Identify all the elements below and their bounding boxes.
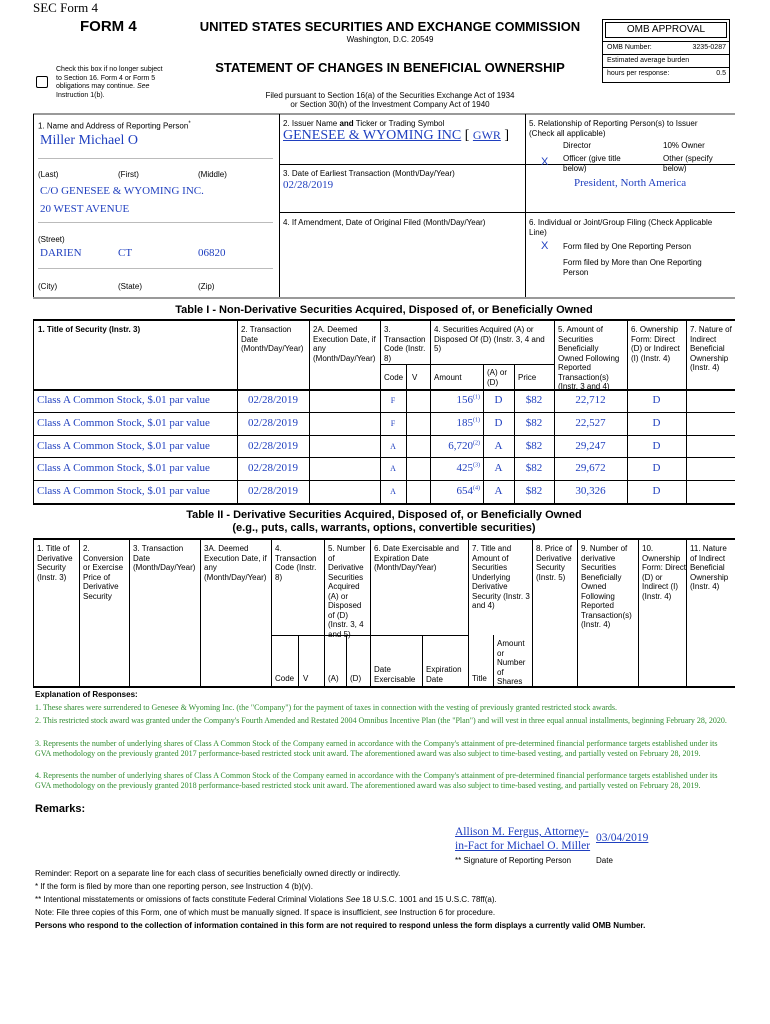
price: $82	[525, 485, 543, 497]
security-title[interactable]: Class A Common Stock, $.01 par value	[37, 485, 210, 497]
t2-h-date: 3. Transaction Date (Month/Day/Year)	[133, 544, 196, 572]
footer-misstatements: ** Intentional misstatements or omissions of facts constitute Federal Criminal Violations See 18 U.S.C. 1001 and 15 U.S.C. 78ff(a).	[35, 895, 497, 904]
one-person-check-mark[interactable]: X	[541, 240, 549, 252]
city-label: (City)	[38, 282, 58, 291]
omb-hours: 0.5	[716, 70, 726, 77]
remarks-label: Remarks:	[35, 803, 86, 815]
statement-title: STATEMENT OF CHANGES IN BENEFICIAL OWNERSHIP	[215, 60, 565, 75]
ownership-form: D	[652, 462, 661, 474]
zip-label: (Zip)	[198, 282, 215, 291]
t1-h-form: 6. Ownership Form: Direct (D) or Indirect (I) (Instr. 4)	[631, 325, 680, 363]
t2-sub-amount: Amount or Number of Shares	[497, 639, 526, 686]
t1-h-code: 3. Transaction Code (Instr. 8)	[384, 325, 426, 363]
t1-h-title: 1. Title of Security (Instr. 3)	[38, 325, 141, 334]
acquired-disposed: D	[494, 417, 503, 429]
transaction-code: A	[390, 464, 396, 473]
signature-label: ** Signature of Reporting Person	[455, 856, 572, 865]
signature[interactable]: Allison M. Fergus, Attorney- in-Fact for Michael O. Miller	[455, 826, 591, 852]
amount-owned: 22,712	[575, 394, 606, 406]
t2-sub-a: (A)	[328, 674, 339, 683]
footnote-ref[interactable]: (1)	[473, 394, 480, 401]
omb-title: OMB APPROVAL	[605, 22, 727, 38]
footnote-ref[interactable]: (3)	[473, 462, 480, 469]
issuer-name-ticker: GENESEE & WYOMING INC [ GWR ]	[283, 128, 510, 143]
footnote-2: 2. This restricted stock award was granted under the Company's Fourth Amended and Restated 2004 Omnibus Incentive Plan (the "Plan") and will vest in three equal annual installments, beginning February 28, 2020.	[35, 716, 727, 725]
t2-h-nature: 11. Nature of Indirect Beneficial Ownership (Instr. 4)	[690, 544, 729, 591]
transaction-amount: 6,720$^{(2)}$	[448, 440, 480, 452]
state-label: (State)	[118, 282, 143, 291]
footnote-4: 4. Represents the number of underlying shares of Class A Common Stock of the Company earned in accordance with the Company's attainment of pre-determined financial performance targets established under its GVA methodology on the previously granted 2018 performance-based restricted stock unit award. The aforementioned award was also subject to time-based vesting, and partially vested on February 28, 2019.	[35, 771, 718, 790]
table1-title: Table I - Non-Derivative Securities Acquired, Disposed of, or Beneficially Owned	[175, 304, 593, 316]
first-label: (First)	[118, 170, 139, 179]
sec-form-label: SEC Form 4	[33, 0, 99, 15]
t1-sub-aord: (A) or (D)	[487, 368, 507, 387]
ownership-form: D	[652, 440, 661, 452]
ownership-form: D	[652, 485, 661, 497]
security-title[interactable]: Class A Common Stock, $.01 par value	[37, 462, 210, 474]
officer-check-mark[interactable]: X	[541, 156, 549, 168]
t1-sub-amount: Amount	[434, 373, 462, 382]
address-line1: C/O GENESEE & WYOMING INC.	[40, 185, 204, 197]
t2-sub-v: V	[303, 674, 309, 683]
t2-h-underlying: 7. Title and Amount of Securities Underlying Derivative Security (Instr. 3 and 4)	[472, 544, 530, 610]
footer-reminder: Reminder: Report on a separate line for each class of securities beneficially owned directly or indirectly.	[35, 869, 401, 878]
price: $82	[525, 394, 543, 406]
ownership-form: D	[652, 417, 661, 429]
reporting-person-name[interactable]: Miller Michael O	[40, 133, 138, 148]
t2-h-conversion: 2. Conversion or Exercise Price of Derivative Security	[83, 544, 124, 601]
transaction-date: 02/28/2019	[247, 440, 299, 452]
state: CT	[118, 247, 133, 259]
footnote-ref[interactable]: (1)	[473, 417, 480, 424]
director-option[interactable]: Director	[563, 141, 592, 150]
t2-h-exercisable: 6. Date Exercisable and Expiration Date (Month/Day/Year)	[374, 544, 459, 572]
security-title[interactable]: Class A Common Stock, $.01 par value	[37, 394, 210, 406]
t1-sub-price: Price	[518, 373, 537, 382]
transaction-amount: 425$^{(3)}$	[456, 462, 480, 474]
transaction-amount: 185$^{(1)}$	[456, 417, 480, 429]
t1-h-deemed: 2A. Deemed Execution Date, if any (Month/Day/Year)	[313, 325, 376, 363]
omb-number: 3235-0287	[692, 44, 726, 51]
address-line2: 20 WEST AVENUE	[40, 203, 130, 215]
price: $82	[525, 440, 543, 452]
t1-h-securities: 4. Securities Acquired (A) or Disposed Of (D) (Instr. 3, 4 and 5)	[434, 325, 545, 353]
footnote-3: 3. Represents the number of underlying shares of Class A Common Stock of the Company earned in accordance with the Company's attainment of pre-determined financial performance targets established under its GVA methodology on the previously granted 2017 performance-based restricted stock unit award. The aforementioned award was also subject to time-based vesting, and partially vested on February 28, 2019.	[35, 739, 718, 758]
price: $82	[525, 462, 543, 474]
t2-sub-date-exercisable: Date Exercisable	[374, 665, 416, 684]
transaction-code: F	[390, 396, 396, 405]
footnote-ref[interactable]: (4)	[473, 485, 480, 492]
t2-sub-expiration: Expiration Date	[426, 665, 462, 684]
acquired-disposed: A	[494, 462, 503, 474]
middle-label: (Middle)	[198, 170, 227, 179]
earliest-transaction-date: 02/28/2019	[283, 179, 334, 191]
street-label: (Street)	[38, 235, 65, 244]
security-title[interactable]: Class A Common Stock, $.01 par value	[37, 417, 210, 429]
other-option[interactable]: Other (specify below)	[663, 154, 713, 173]
transaction-amount: 654$^{(4)}$	[456, 485, 480, 497]
footer-note: Note: File three copies of this Form, one of which must be manually signed. If space is insufficient, see Instruction 6 for procedure.	[35, 908, 496, 917]
date-label: Date	[596, 856, 613, 865]
footnote-ref[interactable]: (2)	[473, 440, 480, 447]
t1-sub-v: V	[412, 373, 418, 382]
explanation-label: Explanation of Responses:	[35, 690, 138, 699]
zip: 06820	[198, 247, 226, 259]
t2-h-code: 4. Transaction Code (Instr. 8)	[275, 544, 317, 582]
t2-h-owned: 9. Number of derivative Securities Beneficially Owned Following Reported Transaction(s) (Instr. 4)	[581, 544, 632, 629]
ticker-symbol[interactable]: GWR	[472, 128, 501, 142]
issuer-name[interactable]: GENESEE & WYOMING INC	[283, 128, 462, 143]
box1-label: 1. Name and Address of Reporting Person*	[38, 121, 191, 131]
omb-approval-box	[602, 19, 730, 83]
box6-label: 6. Individual or Joint/Group Filing (Check Applicable Line)	[529, 218, 713, 237]
amount-owned: 22,527	[575, 417, 606, 429]
t2-sub-title: Title	[472, 674, 487, 683]
t1-h-owned: 5. Amount of Securities Beneficially Owned Following Reported Transaction(s) (Instr. 3 and 4)	[558, 325, 620, 391]
t2-sub-code: Code	[275, 674, 295, 683]
filed-pursuant-line2: or Section 30(h) of the Investment Company Act of 1940	[290, 100, 490, 109]
commission-name: UNITED STATES SECURITIES AND EXCHANGE COMMISSION	[199, 19, 581, 34]
t2-h-price: 8. Price of Derivative Security (Instr. 5)	[536, 544, 573, 582]
t2-h-title: 1. Title of Derivative Security (Instr. 3)	[37, 544, 73, 582]
more-reporting-persons-option[interactable]: Form filed by More than One Reporting Person	[563, 258, 702, 277]
acquired-disposed: D	[494, 394, 503, 406]
box3-label: 3. Date of Earliest Transaction (Month/Day/Year)	[283, 169, 455, 178]
omb-number-label: OMB Number:	[607, 44, 652, 51]
t1-h-date: 2. Transaction Date (Month/Day/Year)	[241, 325, 304, 353]
security-title[interactable]: Class A Common Stock, $.01 par value	[37, 440, 210, 452]
t1-sub-code: Code	[384, 373, 404, 382]
t1-h-nature: 7. Nature of Indirect Beneficial Ownership (Instr. 4)	[690, 325, 732, 372]
amount-owned: 29,672	[575, 462, 606, 474]
transaction-date: 02/28/2019	[247, 394, 299, 406]
transaction-date: 02/28/2019	[247, 485, 299, 497]
officer-title: President, North America	[574, 177, 687, 189]
signature-date: 03/04/2019	[596, 832, 649, 844]
footnote-1: 1. These shares were surrendered to Genesee & Wyoming Inc. (the "Company") for the payment of taxes in connection with the vesting of previously granted restricted stock awards.	[35, 703, 618, 712]
section16-checkbox[interactable]	[36, 76, 48, 88]
form-number: FORM 4	[80, 18, 137, 35]
footer-omb-notice: Persons who respond to the collection of information contained in this form are not required to respond unless the form displays a currently valid OMB Number.	[35, 921, 646, 930]
table2-title-line1: Table II - Derivative Securities Acquired, Disposed of, or Beneficially Owned	[186, 509, 582, 521]
commission-location: Washington, D.C. 20549	[346, 35, 434, 44]
transaction-code: F	[390, 419, 396, 428]
ten-percent-owner-option[interactable]: 10% Owner	[663, 141, 705, 150]
amount-owned: 29,247	[575, 440, 606, 452]
t2-sub-d: (D)	[350, 674, 362, 683]
box5-label: 5. Relationship of Reporting Person(s) to Issuer (Check all applicable)	[529, 119, 698, 138]
footer-multiple-persons: * If the form is filed by more than one reporting person, see Instruction 4 (b)(v).	[35, 882, 313, 891]
table2-title-line2: (e.g., puts, calls, warrants, options, convertible securities)	[232, 522, 536, 534]
amount-owned: 30,326	[575, 485, 606, 497]
transaction-code: A	[390, 487, 396, 496]
omb-burden-label: Estimated average burden	[607, 57, 690, 64]
acquired-disposed: A	[494, 485, 503, 497]
transaction-date: 02/28/2019	[247, 417, 299, 429]
officer-option[interactable]: Officer (give title below)	[563, 154, 621, 173]
box2-label: 2. Issuer Name and Ticker or Trading Symbol	[283, 119, 445, 128]
omb-hours-label: hours per response:	[607, 70, 670, 77]
t2-h-number: 5. Number of Derivative Securities Acquired (A) or Disposed of (D) (Instr. 3, 4 and 5)	[328, 544, 366, 639]
t2-h-deemed: 3A. Deemed Execution Date, if any (Month/Day/Year)	[204, 544, 267, 582]
t2-h-form: 10. Ownership Form: Direct (D) or Indirect (I) (Instr. 4)	[642, 544, 686, 601]
filed-pursuant-line1: Filed pursuant to Section 16(a) of the Securities Exchange Act of 1934	[265, 91, 515, 100]
acquired-disposed: A	[494, 440, 503, 452]
box4-label: 4. If Amendment, Date of Original Filed (Month/Day/Year)	[283, 218, 486, 227]
price: $82	[525, 417, 543, 429]
city: DARIEN	[40, 247, 82, 259]
transaction-amount: 156$^{(1)}$	[456, 394, 480, 406]
transaction-code: A	[390, 442, 396, 451]
section16-checkbox-text: Check this box if no longer subject to Section 16. Form 4 or Form 5 obligations may continue. See Instruction 1(b).	[56, 66, 163, 99]
one-reporting-person-option[interactable]: Form filed by One Reporting Person	[563, 242, 692, 251]
transaction-date: 02/28/2019	[247, 462, 299, 474]
last-label: (Last)	[38, 170, 59, 179]
ownership-form: D	[652, 394, 661, 406]
